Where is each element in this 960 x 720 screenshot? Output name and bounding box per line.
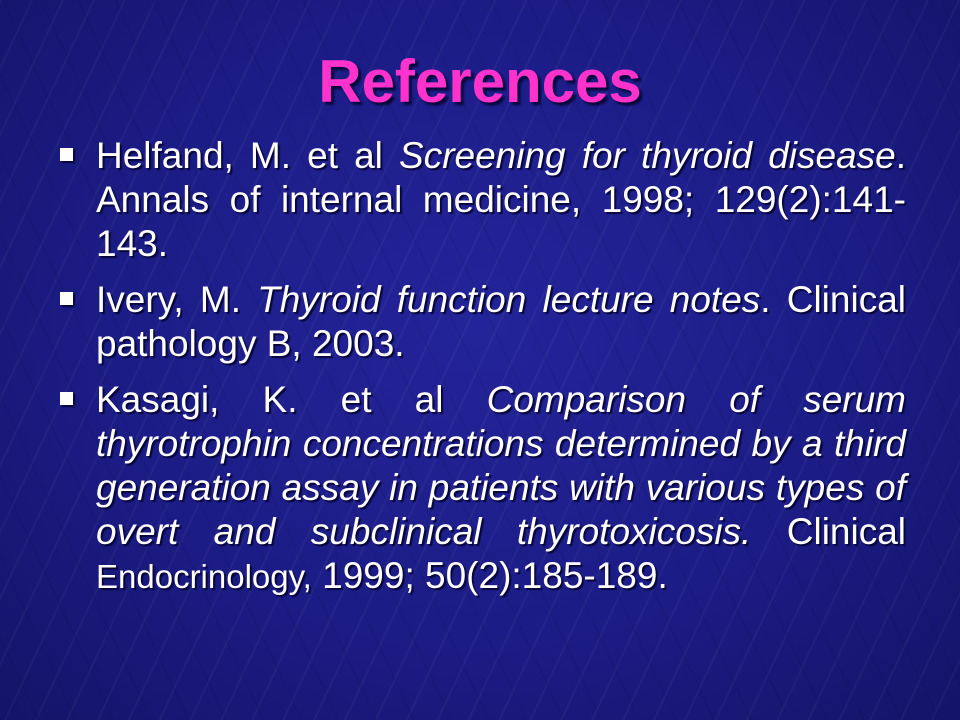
reference-item <box>58 134 906 266</box>
reference-source: . Annals of internal medicine, 1998; 129(2):141-143. <box>96 135 907 264</box>
reference-item <box>58 278 906 366</box>
square-bullet-icon <box>60 292 73 305</box>
reference-list <box>58 134 906 611</box>
reference-author: Ivery, M. <box>96 279 241 320</box>
reference-author: Helfand, M. et al <box>96 135 383 176</box>
reference-title: Comparison of serum thyrotrophin concentrations determined by a third generation assay in patients with various types of overt and subclinical thyrotoxicosis. <box>96 379 906 552</box>
reference-journal: Clinical <box>786 511 907 552</box>
slide-title: References <box>318 48 642 115</box>
square-bullet-icon <box>60 148 73 161</box>
square-bullet-icon <box>60 392 73 405</box>
reference-item <box>58 378 906 599</box>
reference-title: Screening for thyroid disease <box>399 135 896 176</box>
reference-journal-rest: Endocrinology, <box>96 558 312 595</box>
reference-author: Kasagi, K. et al <box>96 379 444 420</box>
reference-title: Thyroid function lecture notes <box>257 279 761 320</box>
reference-source: . Clinical pathology B, 2003. <box>96 279 907 364</box>
reference-source: 1999; 50(2):185-189. <box>311 555 668 596</box>
